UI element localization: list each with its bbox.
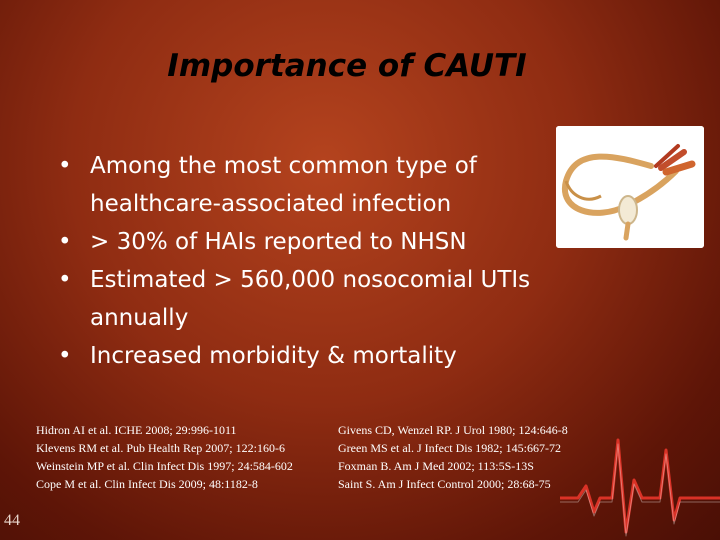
reference-right: Givens CD, Wenzel RP. J Urol 1980; 124:646-8 bbox=[338, 423, 568, 437]
reference-right: Foxman B. Am J Med 2002; 113:5S-13S bbox=[338, 459, 534, 473]
bullet-marker: • bbox=[58, 267, 72, 293]
bullet-list bbox=[58, 147, 598, 375]
reference-row bbox=[36, 457, 636, 475]
bullet-marker: • bbox=[58, 343, 72, 369]
bullet-marker: • bbox=[58, 229, 72, 255]
bullet-item bbox=[58, 337, 598, 375]
reference-left: Klevens RM et al. Pub Health Rep 2007; 122:160-6 bbox=[36, 441, 285, 455]
bullet-marker: • bbox=[58, 153, 72, 179]
reference-left: Cope M et al. Clin Infect Dis 2009; 48:1182-8 bbox=[36, 477, 258, 491]
reference-left: Weinstein MP et al. Clin Infect Dis 1997; 24:584-602 bbox=[36, 459, 293, 473]
bullet-text: Among the most common type of healthcare-associated infection bbox=[90, 153, 477, 217]
references bbox=[36, 421, 636, 493]
reference-right: Green MS et al. J Infect Dis 1982; 145:667-72 bbox=[338, 441, 561, 455]
reference-right: Saint S. Am J Infect Control 2000; 28:68-75 bbox=[338, 477, 551, 491]
bullet-text: Increased morbidity & mortality bbox=[90, 343, 457, 369]
slide-number: 44 bbox=[4, 512, 20, 529]
ecg-trace-icon bbox=[560, 420, 720, 540]
bullet-item bbox=[58, 223, 598, 261]
bullet-item bbox=[58, 147, 598, 223]
bullet-text: > 30% of HAIs reported to NHSN bbox=[90, 229, 467, 255]
reference-row bbox=[36, 475, 636, 493]
bullet-text: Estimated > 560,000 nosocomial UTIs annually bbox=[90, 267, 531, 331]
reference-row bbox=[36, 439, 636, 457]
reference-left: Hidron AI et al. ICHE 2008; 29:996-1011 bbox=[36, 423, 237, 437]
bullet-item bbox=[58, 261, 598, 337]
reference-row bbox=[36, 421, 636, 439]
slide-title: Importance of CAUTI bbox=[167, 48, 527, 84]
